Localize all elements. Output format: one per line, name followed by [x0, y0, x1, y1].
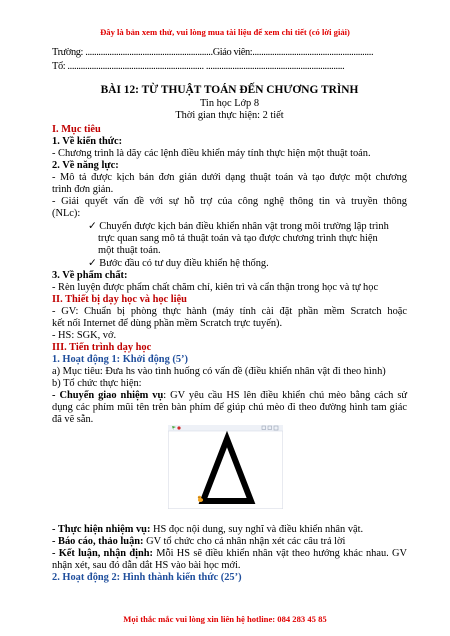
assign-task-line-1 [52, 390, 407, 402]
preview-banner: Đây là bản xem thử, vui lòng mua tài liệu để xem chi tiết (có lời giải) [100, 27, 350, 37]
activity-1-organization: b) Tổ chức thực hiện: [52, 378, 142, 389]
knowledge-item: - Chương trình là dãy các lệnh điều khiển máy tính thực hiện một thuật toán. [52, 148, 371, 159]
perform-task-text: HS đọc nội dung, suy nghĩ và điều khiển nhân vật. [150, 524, 364, 535]
report-discuss-text: GV tổ chức cho cả nhân nhận xét các câu trả lời [143, 536, 346, 547]
stop-icon [177, 426, 180, 429]
perform-task [52, 524, 407, 536]
assign-task-line-2: dụng các phím mũi tên trên bàn phím để giúp chú mèo đi theo đường hình tam giác [52, 402, 407, 413]
conclusion-line-2: nhận xét, sau đó dẫn dắt HS vào bài học mới. [52, 560, 241, 571]
equipment-student: - HS: SGK, vở. [52, 330, 117, 341]
competency-item-2-line-1: - Giải quyết vấn đề với sự hỗ trợ của công nghệ thông tin và truyền thông [52, 196, 407, 207]
activity-2-heading: 2. Hoạt động 2: Hình thành kiến thức (25’) [52, 572, 242, 583]
checklist-item-1-line-1: ✓ Chuyển được kịch bản điều khiển nhân vật trong môi trường lập trình [88, 221, 389, 232]
equipment-teacher-line-1: - GV: Chuẩn bị phòng thực hành (máy tính cài đặt phần mềm Scratch hoặc [52, 306, 407, 317]
activity-1-heading: 1. Hoạt động 1: Khởi động (5’) [52, 354, 188, 365]
lesson-subtitle: Tin học Lớp 8 [199, 98, 260, 109]
qualities-item: - Rèn luyện được phẩm chất chăm chỉ, kiên trì và cẩn thận trong học và tự học [52, 282, 379, 293]
competency-item-1-line-2: trình đơn giản. [52, 184, 114, 195]
conclusion-text: Mỗi HS sẽ điều khiển nhân vật theo hướng khác nhau. GV [153, 548, 407, 559]
section-equipment-heading: II. Thiết bị dạy học và học liệu [52, 294, 187, 305]
conclusion-line-1 [52, 548, 407, 560]
qualities-heading: 3. Về phẩm chất: [52, 270, 128, 281]
school-teacher-line: Trường: ..........................................................Giáo viên:....................................................... [52, 47, 374, 58]
knowledge-heading: 1. Về kiến thức: [52, 136, 123, 147]
activity-1-objective: a) Mục tiêu: Đưa hs vào tình huống có vấn đề (điều khiển nhân vật đi theo hình) [52, 366, 386, 377]
lesson-title: BÀI 12: TỪ THUẬT TOÁN ĐẾN CHƯƠNG TRÌNH [100, 84, 359, 96]
report-discuss [52, 536, 407, 548]
competency-item-2-line-2: (NLc): [52, 208, 81, 219]
report-discuss-label: - Báo cáo, thảo luận: [52, 536, 144, 547]
checklist-item-1-line-3: một thuật toán. [98, 245, 161, 256]
perform-task-label: - Thực hiện nhiệm vụ: [52, 524, 151, 535]
assign-task-line-3: đã vẽ sẵn. [52, 414, 94, 425]
competency-heading: 2. Về năng lực: [52, 160, 119, 171]
equipment-teacher-line-2: kết nối Internet để dùng phần mềm Scratch trực tuyến). [52, 318, 283, 329]
section-process-heading: III. Tiến trình dạy học [52, 342, 152, 353]
lesson-duration: Thời gian thực hiện: 2 tiết [175, 110, 284, 121]
group-line: Tổ: .............................................................. ............................................................... [52, 61, 345, 72]
hotline-banner: Mọi thắc mắc vui lòng xin liên hệ hotline: 084 283 45 85 [123, 614, 327, 624]
conclusion-label: - Kết luận, nhận định: [52, 548, 154, 559]
scratch-stage-figure [168, 425, 283, 509]
checklist-item-1-line-2: trực quan sang mô tả thuật toán và tạo được chương trình thực hiện [98, 233, 378, 244]
competency-item-1-line-1: - Mô tả được kịch bản đơn giản dưới dạng thuật toán và tạo được một chương [52, 172, 407, 183]
section-objectives-heading: I. Mục tiêu [52, 124, 101, 135]
assign-task-label: - Chuyển giao nhiệm vụ [52, 390, 164, 401]
assign-task-text: : GV yêu cầu HS lên điều khiển chú mèo bằng cách sử [163, 390, 407, 401]
checklist-item-2: ✓ Bước đầu có tư duy điều khiển hệ thống. [88, 258, 269, 269]
